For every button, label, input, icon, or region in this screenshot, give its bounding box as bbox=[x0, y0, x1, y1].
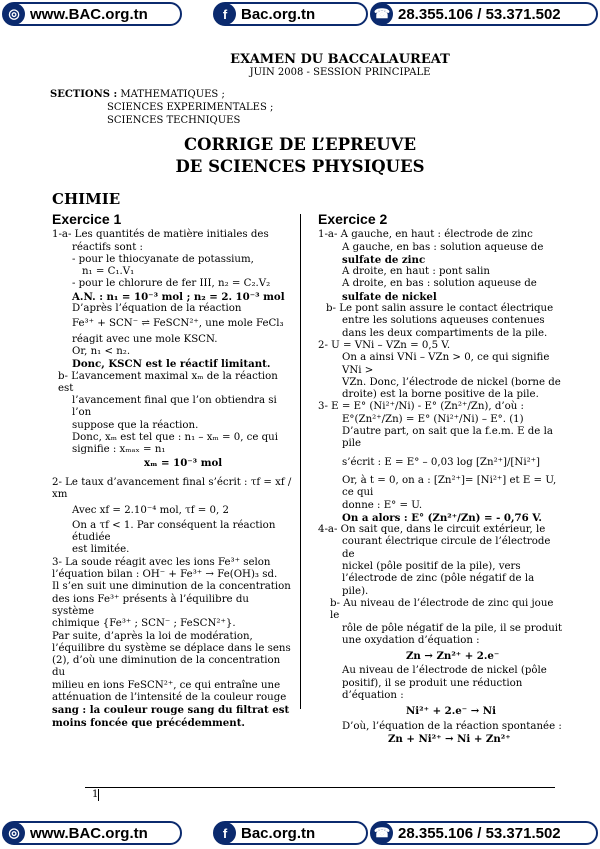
result-line: On a alors : E° (Zn²⁺/Zn) = - 0,76 V. bbox=[342, 511, 542, 524]
text-line: chimique {Fe³⁺ ; SCN⁻ ; FeSCN²⁺}. bbox=[52, 618, 236, 630]
phone-link[interactable] bbox=[370, 821, 598, 845]
reaction-equation: Fe³⁺ + SCN⁻ ⇌ FeSCN²⁺, une mole FeCl₃ bbox=[72, 318, 284, 330]
website-link[interactable] bbox=[2, 821, 182, 845]
text-line: A.N. : n₁ = 10⁻³ mol ; n₂ = 2. 10⁻³ mol bbox=[72, 290, 285, 303]
facebook-text: Bac.org.tn bbox=[241, 5, 316, 23]
text-line: d’équation : bbox=[342, 689, 404, 701]
text-line: Au niveau de l’électrode de nickel (pôle bbox=[342, 665, 547, 677]
overall-equation: Zn + Ni²⁺ → Ni + Zn²⁺ bbox=[388, 732, 511, 745]
globe-icon: ◎ bbox=[3, 822, 25, 844]
text-line: donne : E° = U. bbox=[342, 499, 423, 511]
text-line: une oxydation d’équation : bbox=[342, 634, 480, 646]
website-text: www.BAC.org.tn bbox=[30, 824, 148, 842]
exam-session: JUIN 2008 - SESSION PRINCIPALE bbox=[249, 67, 431, 78]
section-item: MATHEMATIQUES ; bbox=[120, 89, 225, 100]
sections-block bbox=[50, 88, 273, 127]
text-line: sulfate de zinc bbox=[342, 253, 426, 266]
text-line: droite) est la borne positive de la pile. bbox=[342, 389, 539, 401]
text-line: Il s’en suit une diminution de la concentration bbox=[52, 581, 291, 593]
text-line: On a τf < 1. Par conséquent la réaction étudiée bbox=[72, 519, 276, 544]
title-line-2: DE SCIENCES PHYSIQUES bbox=[175, 157, 425, 176]
subject-heading: CHIMIE bbox=[52, 190, 121, 208]
text-line: signifie : xₘₐₓ = n₁ bbox=[72, 444, 166, 456]
phone-icon: ☎ bbox=[371, 3, 393, 25]
text-line: rôle de pôle négatif de la pile, il se produit bbox=[342, 622, 563, 634]
result-line: xₘ = 10⁻³ mol bbox=[144, 456, 223, 469]
text-line: sulfate de nickel bbox=[342, 290, 437, 303]
top-banner bbox=[0, 0, 600, 30]
bottom-banner bbox=[0, 819, 600, 849]
text-line: b- Le pont salin assure le contact électrique bbox=[326, 303, 554, 315]
text-line: l’équilibre du système se déplace dans le sens bbox=[52, 642, 291, 654]
text-line: Donc, KSCN est le réactif limitant. bbox=[72, 358, 271, 371]
text-line: 2- Le taux d’avancement final s’écrit : τf = xf / xm bbox=[52, 476, 292, 501]
text-line: 4-a- On sait que, dans le circuit extérieur, le bbox=[318, 524, 546, 536]
text-line: réagit avec une mole KSCN. bbox=[72, 333, 218, 345]
page-number: 1 bbox=[92, 789, 99, 800]
text-line: des ions Fe³⁺ présents à l’équilibre du système bbox=[52, 593, 249, 617]
text-line: Donc, xₘ est tel que : n₁ – xₘ = 0, ce qui bbox=[72, 432, 278, 444]
text-line: atténuation de l’intensité de la couleur rouge bbox=[52, 691, 287, 703]
text-line: 1-a- Les quantités de matière initiales des bbox=[52, 229, 269, 241]
text-line: sang : la couleur rouge sang du filtrat est bbox=[52, 704, 290, 717]
facebook-text: Bac.org.tn bbox=[241, 824, 316, 842]
facebook-icon: f bbox=[214, 822, 236, 844]
footer-rule bbox=[85, 787, 555, 788]
sections-label: SECTIONS : bbox=[50, 89, 118, 100]
text-line: 2- U = VNi – VZn = 0,5 V. bbox=[318, 339, 451, 351]
exam-title: EXAMEN DU BACCALAUREAT bbox=[230, 52, 450, 67]
globe-icon: ◎ bbox=[3, 3, 25, 25]
text-line: nickel (pôle positif de la pile), vers bbox=[342, 561, 521, 573]
phone-text: 28.355.106 / 53.371.502 bbox=[398, 5, 561, 23]
text-line: suppose que la réaction. bbox=[72, 419, 199, 431]
text-line: E°(Zn²⁺/Zn) = E° (Ni²⁺/Ni) – E°. (1) bbox=[342, 413, 524, 425]
text-line: Or, n₁ < n₂. bbox=[72, 345, 131, 357]
text-line: n₁ = C₁.V₁ bbox=[82, 266, 135, 278]
text-line: A droite, en haut : pont salin bbox=[342, 266, 490, 278]
text-line: - pour le thiocyanate de potassium, bbox=[72, 253, 254, 265]
text-line: VZn. Donc, l’électrode de nickel (borne de bbox=[342, 376, 561, 388]
text-line: est limitée. bbox=[72, 544, 130, 556]
text-line: b- L’avancement maximal xₘ de la réaction est bbox=[58, 370, 278, 394]
nernst-equation: s’écrit : E = E° – 0,03 log [Zn²⁺]/[Ni²⁺] bbox=[342, 456, 541, 468]
exercise-1-title: Exercice 1 bbox=[52, 211, 122, 227]
page-number-divider bbox=[98, 789, 99, 801]
column-divider bbox=[300, 214, 301, 709]
title-line-1: CORRIGE DE L’EPREUVE bbox=[183, 135, 417, 154]
text-line: entre les solutions aqueuses contenues bbox=[342, 315, 545, 327]
text-line: On a ainsi VNi – VZn > 0, ce qui signifie VNi > bbox=[342, 352, 550, 376]
text-line: A gauche, en bas : solution aqueuse de bbox=[342, 241, 544, 253]
text-line: A droite, en bas : solution aqueuse de bbox=[342, 278, 537, 290]
website-text: www.BAC.org.tn bbox=[30, 5, 148, 23]
text-line: l’équation bilan : OH⁻ + Fe³⁺ → Fe(OH)₃ sd. bbox=[52, 569, 278, 581]
text-line: b- Au niveau de l’électrode de zinc qui joue le bbox=[330, 597, 554, 622]
website-link[interactable] bbox=[2, 2, 182, 26]
text-line: 3- La soude réagit avec les ions Fe³⁺ selon bbox=[52, 556, 271, 568]
facebook-link[interactable] bbox=[213, 821, 368, 845]
text-line: dans les deux compartiments de la pile. bbox=[342, 327, 548, 339]
section-item: SCIENCES EXPERIMENTALES ; bbox=[107, 102, 274, 113]
text-line: D’autre part, on sait que la f.e.m. E de la pile bbox=[342, 426, 553, 450]
text-line: positif), il se produit une réduction bbox=[342, 677, 523, 689]
exam-header bbox=[0, 52, 600, 78]
phone-link[interactable] bbox=[370, 2, 598, 26]
exercise-2-title: Exercice 2 bbox=[318, 211, 388, 227]
phone-text: 28.355.106 / 53.371.502 bbox=[398, 824, 561, 842]
text-line: Avec xf = 2.10⁻⁴ mol, τf = 0, 2 bbox=[72, 504, 229, 516]
text-line: réactifs sont : bbox=[72, 241, 143, 253]
oxidation-equation: Zn → Zn²⁺ + 2.e⁻ bbox=[406, 650, 500, 663]
facebook-link[interactable] bbox=[213, 2, 368, 26]
text-line: Or, à t = 0, on a : [Zn²⁺]= [Ni²⁺] et E = U, ce qui bbox=[342, 474, 557, 499]
text-line: moins foncée que précédemment. bbox=[52, 716, 245, 729]
text-line: courant électrique circule de l’électrode de bbox=[342, 536, 551, 560]
text-line: l’avancement final que l’on obtiendra si l’on bbox=[72, 395, 277, 419]
text-line: l’électrode de zinc (pôle négatif de la pile). bbox=[342, 573, 535, 597]
text-line: (2), d’où une diminution de la concentration du bbox=[52, 655, 281, 679]
facebook-icon: f bbox=[214, 3, 236, 25]
exercise-2 bbox=[318, 213, 563, 745]
section-item: SCIENCES TECHNIQUES bbox=[107, 115, 241, 126]
text-line: Par suite, d’après la loi de modération, bbox=[52, 630, 253, 642]
text-line: milieu en ions FeSCN²⁺, ce qui entraîne une bbox=[52, 679, 281, 691]
text-line: D’où, l’équation de la réaction spontanée : bbox=[342, 720, 562, 732]
text-line: D’après l’équation de la réaction bbox=[72, 303, 242, 315]
document-title bbox=[170, 134, 430, 178]
phone-icon: ☎ bbox=[371, 822, 393, 844]
text-line: 3- E = E° (Ni²⁺/Ni) - E° (Zn²⁺/Zn), d’où : bbox=[318, 401, 524, 413]
exercise-1 bbox=[52, 213, 292, 729]
text-line: 1-a- A gauche, en haut : électrode de zinc bbox=[318, 229, 533, 241]
reduction-equation: Ni²⁺ + 2.e⁻ → Ni bbox=[406, 705, 496, 718]
text-line: - pour le chlorure de fer III, n₂ = C₂.V₂ bbox=[72, 278, 271, 290]
